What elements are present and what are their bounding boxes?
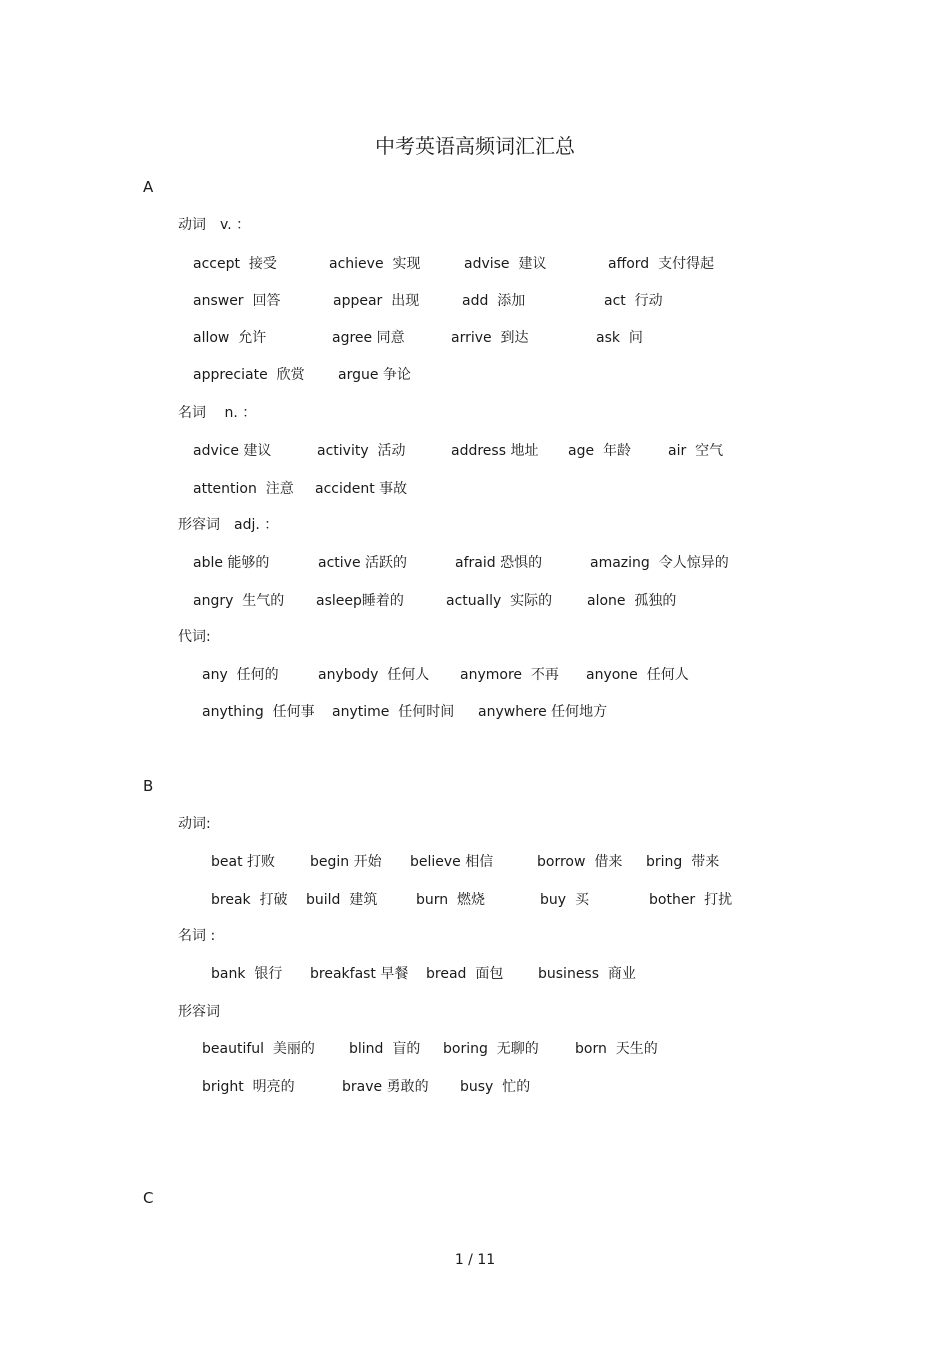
vocab-entry: bank 银行 [211, 966, 283, 982]
vocab-entry: advice 建议 [193, 443, 272, 459]
vocab-entry: begin 开始 [310, 854, 382, 870]
vocab-entry: beat 打败 [211, 854, 276, 870]
vocab-entry: break 打破 [211, 892, 288, 908]
vocab-entry: bring 带来 [646, 854, 720, 870]
vocab-entry: age 年龄 [568, 443, 631, 459]
vocab-entry: anyone 任何人 [586, 667, 689, 683]
vocab-entry: borrow 借来 [537, 854, 623, 870]
vocab-entry: believe 相信 [410, 854, 494, 870]
vocab-entry: anymore 不再 [460, 667, 559, 683]
vocab-entry: active 活跃的 [318, 555, 408, 571]
vocab-entry: alone 孤独的 [587, 593, 677, 609]
group-label-adj-b: 形容词 [178, 1004, 220, 1020]
vocab-entry: burn 燃烧 [416, 892, 486, 908]
vocab-entry: appear 出现 [333, 293, 420, 309]
vocab-entry: answer 回答 [193, 293, 281, 309]
document-title: 中考英语高频词汇汇总 [375, 134, 575, 158]
vocab-entry: allow 允许 [193, 330, 267, 346]
section-letter-a: A [143, 178, 154, 196]
vocab-entry: add 添加 [462, 293, 526, 309]
vocab-entry: ask 问 [596, 330, 643, 346]
vocab-entry: anything 任何事 [202, 704, 315, 720]
group-label-adj-a: 形容词 adj. ： [178, 517, 279, 533]
vocab-entry: bother 打扰 [649, 892, 733, 908]
vocab-entry: agree 同意 [332, 330, 405, 346]
vocab-entry: argue 争论 [338, 367, 411, 383]
vocab-entry: anybody 任何人 [318, 667, 430, 683]
vocab-entry: able 能够的 [193, 555, 270, 571]
vocab-entry: afford 支付得起 [608, 256, 715, 272]
vocab-entry: any 任何的 [202, 667, 279, 683]
vocab-entry: achieve 实现 [329, 256, 421, 272]
vocab-entry: actually 实际的 [446, 593, 553, 609]
vocab-entry: brave 勇敢的 [342, 1079, 429, 1095]
vocab-entry: afraid 恐惧的 [455, 555, 543, 571]
vocab-entry: business 商业 [538, 966, 636, 982]
vocab-entry: build 建筑 [306, 892, 378, 908]
group-label-verb-b: 动词: [178, 816, 211, 832]
vocab-entry: busy 忙的 [460, 1079, 531, 1095]
vocab-entry: breakfast 早餐 [310, 966, 409, 982]
vocab-entry: advise 建议 [464, 256, 547, 272]
vocab-entry: appreciate 欣赏 [193, 367, 305, 383]
section-letter-c: C [143, 1189, 154, 1207]
page-number: 1 / 11 [454, 1252, 496, 1268]
vocab-entry: act 行动 [604, 293, 663, 309]
vocab-entry: activity 活动 [317, 443, 406, 459]
vocab-entry: accept 接受 [193, 256, 277, 272]
group-label-noun-b: 名词 : [178, 928, 216, 944]
vocab-entry: boring 无聊的 [443, 1041, 539, 1057]
vocab-entry: anytime 任何时间 [332, 704, 455, 720]
vocab-entry: born 天生的 [575, 1041, 658, 1057]
vocab-entry: air 空气 [668, 443, 724, 459]
vocab-entry: bright 明亮的 [202, 1079, 295, 1095]
vocab-entry: blind 盲的 [349, 1041, 421, 1057]
vocab-entry: buy 买 [540, 892, 589, 908]
vocab-entry: attention 注意 [193, 481, 294, 497]
vocab-entry: beautiful 美丽的 [202, 1041, 315, 1057]
vocab-entry: bread 面包 [426, 966, 504, 982]
vocab-entry: asleep睡着的 [316, 593, 404, 609]
group-label-verb-a: 动词 v. ： [178, 217, 251, 233]
section-letter-b: B [143, 777, 154, 795]
group-label-pronoun-a: 代词: [178, 629, 211, 645]
vocab-entry: angry 生气的 [193, 593, 285, 609]
vocab-entry: address 地址 [451, 443, 539, 459]
group-label-noun-a: 名词 n. ： [178, 405, 257, 421]
vocab-entry: accident 事故 [315, 481, 408, 497]
vocab-entry: arrive 到达 [451, 330, 529, 346]
vocab-entry: anywhere 任何地方 [478, 704, 608, 720]
vocab-entry: amazing 令人惊异的 [590, 555, 729, 571]
